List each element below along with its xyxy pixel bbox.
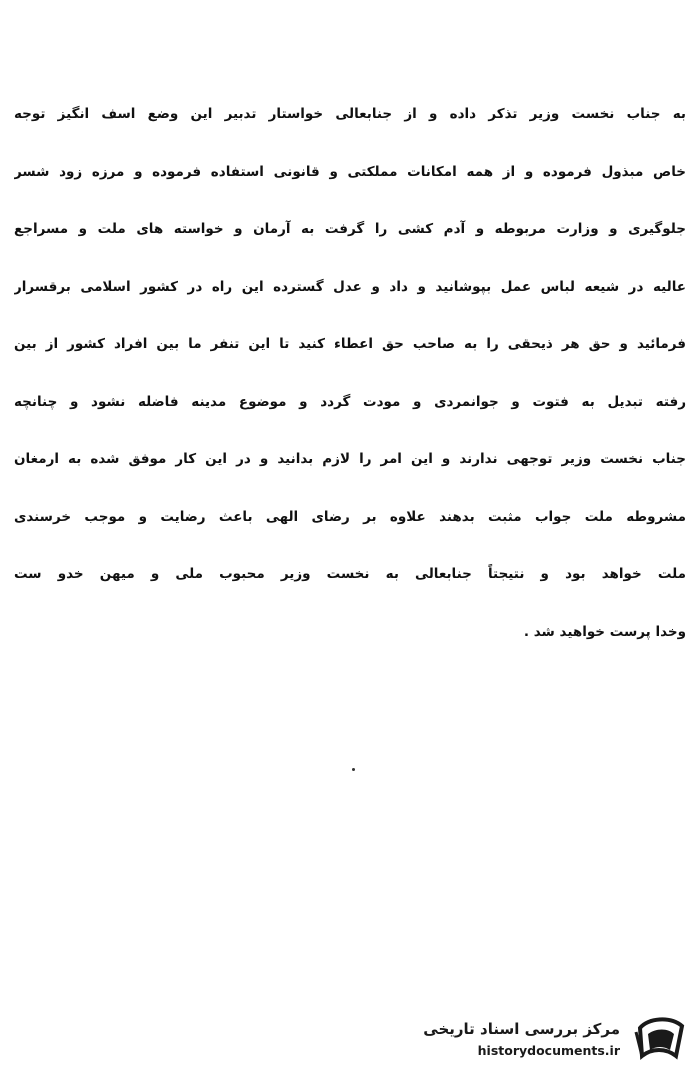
text-line: جلوگیری و وزارت مربوطه و آدم کشی را گرفت به آرمان و خواسته های ملت و مسراجع: [14, 221, 686, 237]
document-archive-logo-icon: [630, 1016, 688, 1066]
ink-speck: [352, 768, 355, 771]
text-line: به جناب نخست وزیر تذکر داده و از جنابعالی خواستار تدبیر این وضع اسف انگیز توجه: [14, 106, 686, 122]
text-line: خاص مبذول فرموده و از همه امکانات مملکتی و قانونی استفاده فرموده و مرزه زود شسر: [14, 163, 686, 180]
watermark-title: مرکز بررسی اسناد تاریخی: [423, 1020, 620, 1038]
watermark-url: historydocuments.ir: [477, 1043, 620, 1058]
text-line: رفته تبدیل به فتوت و جوانمردی و مودت گردد و موضوع مدینه فاضله نشود و چنانچه: [14, 393, 686, 410]
text-line: عالیه در شیعه لباس عمل بپوشانید و داد و عدل گسترده این راه در کشور اسلامی برقسرار: [14, 278, 686, 295]
text-line: فرمائید و حق هر ذیحقی را به صاحب حق اعطاء کنید تا این تنفر ما بین افراد کشور از بین: [14, 336, 686, 352]
text-line-final: وخدا پرست خواهید شد .: [523, 623, 686, 640]
text-line: ملت خواهد بود و نتیجتاً جنابعالی به نخست وزیر محبوب ملی و میهن خدو ست: [14, 566, 686, 582]
text-line: مشروطه ملت جواب مثبت بدهند علاوه بر رضای الهی باعث رضایت و موجب خرسندی: [14, 508, 686, 525]
text-line: جناب نخست وزیر توجهی ندارند و این امر را لازم بدانید و در این کار موفق شده به ارمغان: [14, 451, 686, 467]
letter-body: [14, 102, 686, 677]
watermark: [420, 1016, 690, 1066]
